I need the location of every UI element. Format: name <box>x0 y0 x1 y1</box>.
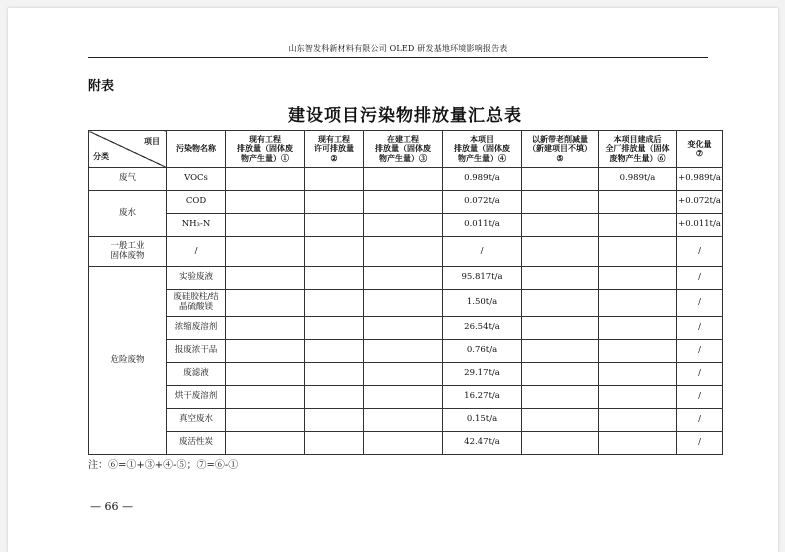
value-cell: / <box>677 340 723 363</box>
value-cell <box>599 317 677 340</box>
value-cell <box>599 214 677 237</box>
value-cell <box>226 191 305 214</box>
table-row <box>89 317 723 340</box>
col-header-existing-emission: 现有工程 排放量（固体废 物产生量）① <box>226 131 305 168</box>
value-cell <box>364 237 443 267</box>
value-cell <box>599 237 677 267</box>
col-header-pollutant: 污染物名称 <box>167 131 226 168</box>
value-cell <box>226 363 305 386</box>
value-cell <box>522 290 599 317</box>
value-cell: 0.011t/a <box>443 214 522 237</box>
table-row <box>89 168 723 191</box>
value-cell: / <box>677 290 723 317</box>
value-cell <box>305 168 364 191</box>
value-cell <box>522 340 599 363</box>
value-cell <box>364 340 443 363</box>
col-header-under-construction: 在建工程 排放量（固体废 物产生量）③ <box>364 131 443 168</box>
page-number: — 66 — <box>90 500 133 513</box>
pollutant-cell: 真空废水 <box>167 409 226 432</box>
value-cell <box>305 290 364 317</box>
pollutant-cell: 烘干废溶剂 <box>167 386 226 409</box>
value-cell <box>599 363 677 386</box>
value-cell <box>364 317 443 340</box>
value-cell <box>226 432 305 455</box>
value-cell: / <box>677 317 723 340</box>
table-row <box>89 363 723 386</box>
category-cell: 一般工业 固体废物 <box>89 237 167 267</box>
value-cell <box>305 214 364 237</box>
value-cell <box>226 386 305 409</box>
value-cell <box>364 267 443 290</box>
pollutant-cell: 废活性炭 <box>167 432 226 455</box>
pollutant-cell: 废硅胶柱/结 晶硫酸镁 <box>167 290 226 317</box>
emissions-summary-table <box>88 130 723 455</box>
value-cell <box>364 290 443 317</box>
value-cell: / <box>677 237 723 267</box>
header-row <box>89 131 723 168</box>
value-cell <box>305 386 364 409</box>
table-row <box>89 432 723 455</box>
value-cell <box>599 409 677 432</box>
value-cell <box>226 168 305 191</box>
table-footnote: 注：⑥=①+③+④-⑤；⑦=⑥-① <box>88 460 239 471</box>
value-cell <box>599 290 677 317</box>
value-cell <box>226 340 305 363</box>
value-cell <box>305 317 364 340</box>
value-cell <box>522 168 599 191</box>
corner-header-project: 项目 <box>144 136 160 146</box>
value-cell <box>522 409 599 432</box>
table-row <box>89 267 723 290</box>
category-cell: 废水 <box>89 191 167 237</box>
value-cell <box>522 237 599 267</box>
value-cell: / <box>677 409 723 432</box>
table-row <box>89 237 723 267</box>
value-cell <box>226 267 305 290</box>
value-cell: 0.15t/a <box>443 409 522 432</box>
value-cell: 26.54t/a <box>443 317 522 340</box>
pollutant-cell: VOCs <box>167 168 226 191</box>
table-title: 建设项目污染物排放量汇总表 <box>288 106 522 126</box>
pollutant-cell: COD <box>167 191 226 214</box>
value-cell <box>599 340 677 363</box>
value-cell <box>305 191 364 214</box>
value-cell <box>226 317 305 340</box>
value-cell <box>364 168 443 191</box>
pollutant-cell: 实验废液 <box>167 267 226 290</box>
value-cell <box>522 386 599 409</box>
table-row <box>89 191 723 214</box>
col-header-permitted-emission: 现有工程 许可排放量 ② <box>305 131 364 168</box>
value-cell <box>364 386 443 409</box>
value-cell <box>364 409 443 432</box>
value-cell: / <box>677 432 723 455</box>
value-cell: / <box>443 237 522 267</box>
table-row <box>89 214 723 237</box>
value-cell: 0.072t/a <box>443 191 522 214</box>
value-cell: / <box>677 363 723 386</box>
value-cell: 42.47t/a <box>443 432 522 455</box>
value-cell <box>364 432 443 455</box>
corner-header-category: 分类 <box>93 150 109 161</box>
page-header: 山东智发科新材料有限公司 OLED 研发基地环境影响报告表 <box>88 43 708 58</box>
value-cell <box>522 363 599 386</box>
value-cell <box>522 317 599 340</box>
value-cell <box>364 363 443 386</box>
appendix-label: 附表 <box>88 79 115 94</box>
value-cell <box>599 386 677 409</box>
value-cell: / <box>677 386 723 409</box>
pollutant-cell: NH₃-N <box>167 214 226 237</box>
table-row <box>89 409 723 432</box>
corner-header-cell <box>89 131 167 168</box>
value-cell <box>599 432 677 455</box>
pollutant-cell: 报废浓干品 <box>167 340 226 363</box>
value-cell: 0.76t/a <box>443 340 522 363</box>
value-cell <box>364 214 443 237</box>
category-cell: 废气 <box>89 168 167 191</box>
value-cell: 16.27t/a <box>443 386 522 409</box>
value-cell <box>305 363 364 386</box>
value-cell <box>226 237 305 267</box>
category-cell: 危险废物 <box>89 267 167 455</box>
table-row <box>89 340 723 363</box>
col-header-reduction: 以新带老削减量 （新建项目不填） ⑤ <box>522 131 599 168</box>
value-cell: +0.072t/a <box>677 191 723 214</box>
value-cell <box>305 340 364 363</box>
value-cell <box>522 432 599 455</box>
col-header-this-project: 本项目 排放量（固体废 物产生量）④ <box>443 131 522 168</box>
value-cell: / <box>677 267 723 290</box>
value-cell <box>226 290 305 317</box>
value-cell <box>522 191 599 214</box>
value-cell <box>364 191 443 214</box>
value-cell <box>599 191 677 214</box>
col-header-change: 变化量 ⑦ <box>677 131 723 168</box>
value-cell: 0.989t/a <box>443 168 522 191</box>
table-row <box>89 386 723 409</box>
value-cell: 1.50t/a <box>443 290 522 317</box>
value-cell: 29.17t/a <box>443 363 522 386</box>
value-cell <box>305 267 364 290</box>
value-cell <box>599 267 677 290</box>
col-header-plant-total: 本项目建成后 全厂排放量（固体 废物产生量）⑥ <box>599 131 677 168</box>
value-cell: +0.011t/a <box>677 214 723 237</box>
value-cell <box>226 409 305 432</box>
pollutant-cell: 废滤液 <box>167 363 226 386</box>
value-cell <box>305 409 364 432</box>
table-row <box>89 290 723 317</box>
value-cell <box>305 432 364 455</box>
value-cell: 95.817t/a <box>443 267 522 290</box>
value-cell <box>522 214 599 237</box>
value-cell: 0.989t/a <box>599 168 677 191</box>
value-cell <box>305 237 364 267</box>
pollutant-cell: / <box>167 237 226 267</box>
value-cell: +0.989t/a <box>677 168 723 191</box>
value-cell <box>226 214 305 237</box>
pollutant-cell: 浓缩废溶剂 <box>167 317 226 340</box>
value-cell <box>522 267 599 290</box>
